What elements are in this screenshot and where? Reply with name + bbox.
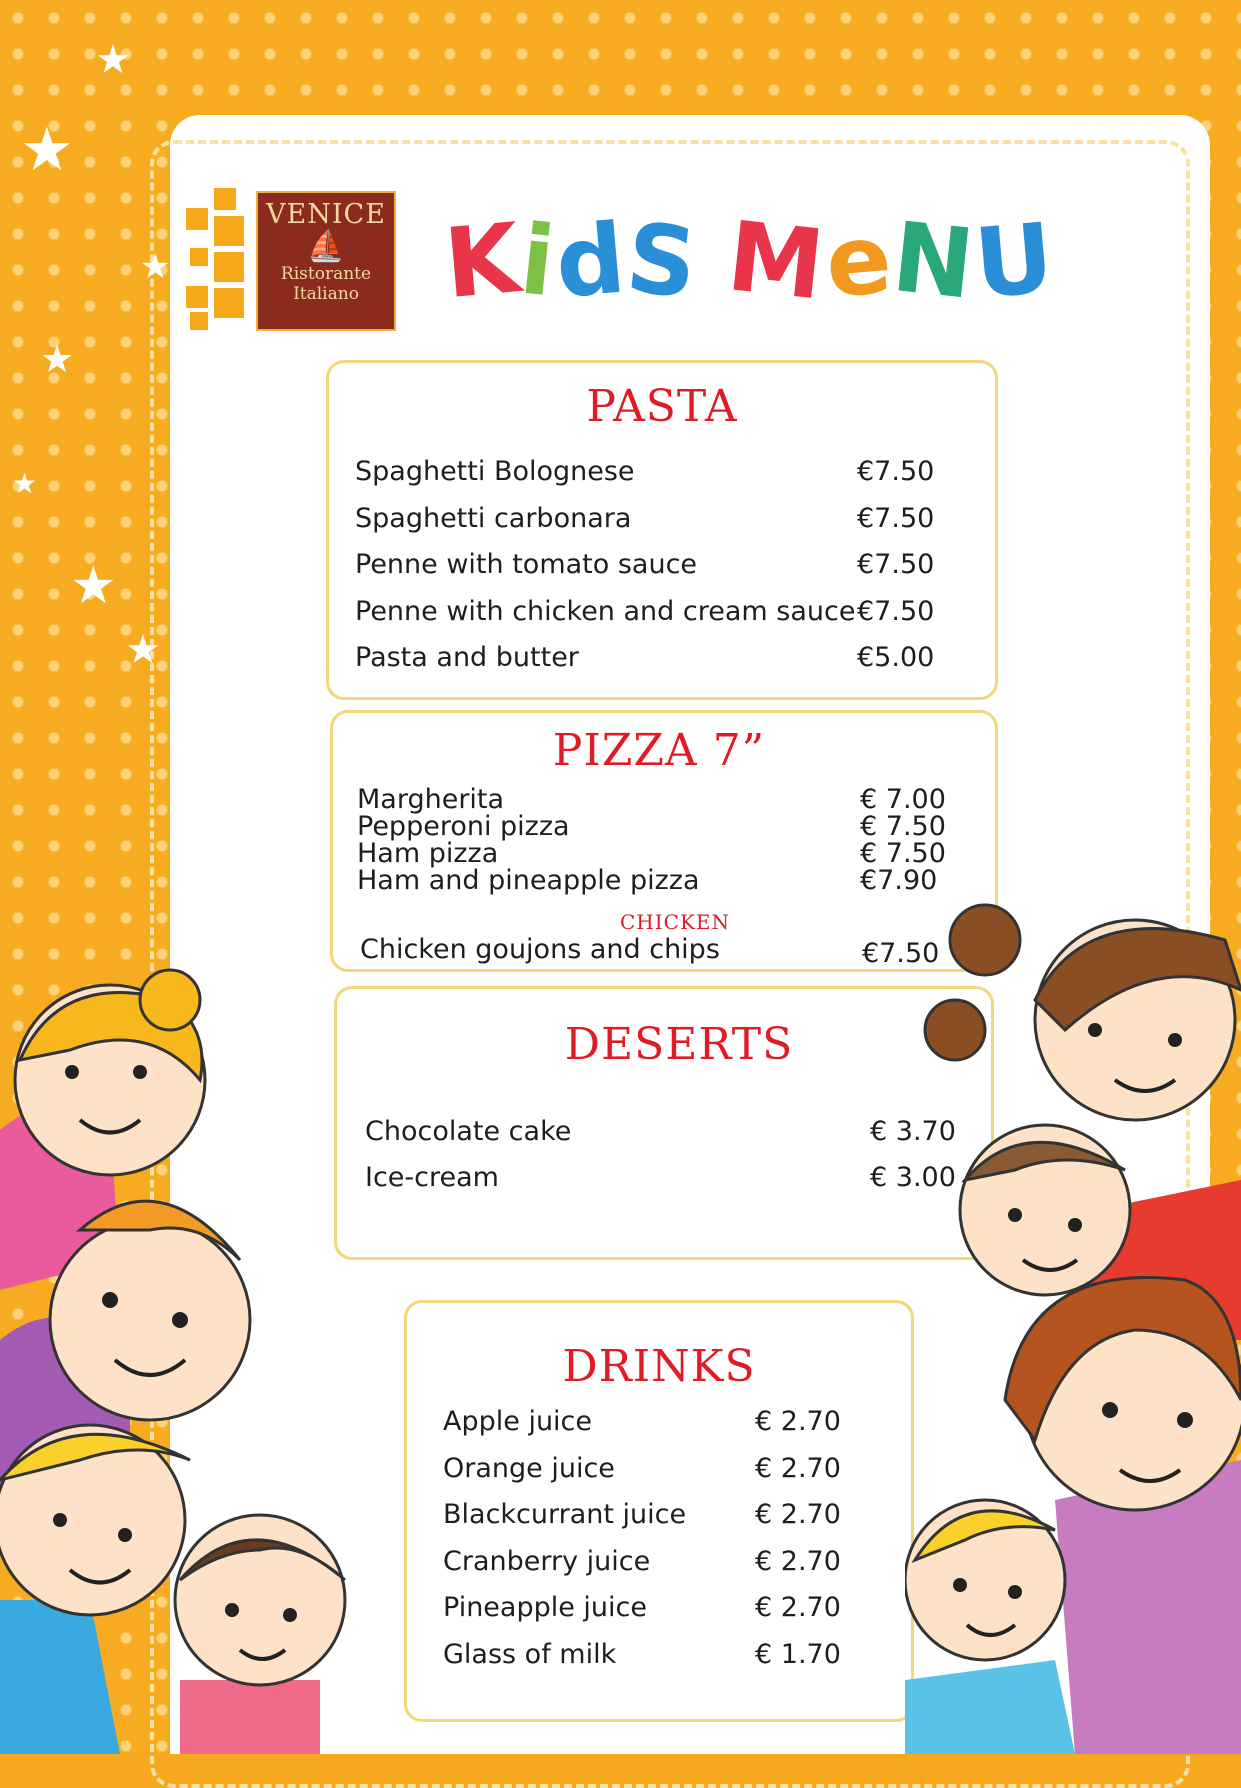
star-decoration: ★ (12, 467, 38, 500)
drinks-item-price: € 2.70 (755, 1406, 841, 1437)
chicken-label: CHICKEN (620, 910, 730, 934)
deserts-item-name: Chocolate cake (365, 1116, 572, 1147)
pasta-item-name: Spaghetti Bolognese (355, 456, 635, 487)
title-letter: S (621, 201, 704, 321)
pizza-item-price: €7.90 (860, 865, 938, 896)
star-decoration: ★ (20, 115, 74, 185)
drinks-item-name: Cranberry juice (443, 1545, 651, 1577)
chicken-item-price: €7.50 (862, 938, 940, 969)
chicken-item-name: Chicken goujons and chips (360, 934, 720, 965)
logo-italiano: Italiano (293, 284, 359, 304)
pasta-item-price: €7.50 (857, 549, 935, 580)
pizza-item-name: Ham pizza (357, 838, 499, 869)
title-letter: e (820, 202, 898, 320)
title-letter: M (722, 200, 832, 322)
star-decoration: ★ (40, 337, 75, 381)
drinks-item-price: € 2.70 (755, 1452, 841, 1484)
drinks-item-name: Apple juice (443, 1406, 593, 1437)
pizza-item-price: € 7.50 (860, 811, 946, 842)
drinks-item-name: Blackcurrant juice (443, 1499, 687, 1530)
pasta-item-name: Penne with tomato sauce (355, 549, 698, 580)
drinks-item-price: € 2.70 (755, 1545, 841, 1577)
restaurant-logo (186, 188, 401, 338)
title-letter: N (887, 201, 981, 321)
logo-box (256, 191, 396, 331)
pasta-heading: PASTA (586, 381, 738, 432)
title-letter: K (440, 201, 527, 321)
drinks-item-price: € 2.70 (755, 1499, 841, 1530)
deserts-item-price: € 3.00 (870, 1162, 956, 1193)
star-decoration: ★ (70, 556, 117, 616)
kids-illustration-left (0, 960, 360, 1754)
drinks-item-name: Orange juice (443, 1452, 615, 1484)
pizza-heading: PIZZA 7” (552, 725, 766, 776)
kids-menu-title (440, 200, 1060, 322)
star-decoration: ★ (125, 627, 161, 673)
kids-illustration-right (905, 880, 1241, 1754)
star-decoration: ★ (95, 37, 131, 83)
title-letter: i (515, 203, 563, 319)
pizza-item-price: € 7.50 (860, 838, 946, 869)
drinks-item-price: € 2.70 (755, 1592, 841, 1623)
pasta-item-price: €7.50 (857, 502, 935, 534)
pizza-item-price: € 7.00 (860, 784, 946, 815)
pasta-item-name: Penne with chicken and cream sauce (355, 595, 856, 627)
logo-venice: VENICE (266, 199, 386, 230)
deserts-heading: DESERTS (564, 1019, 794, 1070)
star-decoration: ★ (140, 247, 171, 287)
pizza-item-name: Pepperoni pizza (357, 811, 570, 842)
title-letter: U (970, 201, 1060, 321)
logo-ristorante: Ristorante (280, 264, 372, 284)
deserts-item-name: Ice-cream (365, 1162, 499, 1193)
pasta-item-price: €7.50 (857, 595, 935, 627)
pasta-item-price: €5.00 (857, 642, 935, 673)
pasta-item-name: Pasta and butter (355, 642, 579, 673)
pasta-item-price: €7.50 (857, 456, 935, 487)
pizza-item-name: Ham and pineapple pizza (357, 865, 700, 896)
drinks-item-name: Glass of milk (443, 1638, 617, 1670)
drinks-item-name: Pineapple juice (443, 1592, 648, 1623)
pizza-item-name: Margherita (357, 784, 505, 815)
title-letter: d (551, 202, 632, 320)
drinks-item-price: € 1.70 (755, 1638, 841, 1670)
gondola-icon: ⛵ (307, 229, 345, 264)
deserts-item-price: € 3.70 (870, 1116, 956, 1147)
drinks-heading: DRINKS (562, 1341, 756, 1392)
pasta-item-name: Spaghetti carbonara (355, 502, 632, 534)
